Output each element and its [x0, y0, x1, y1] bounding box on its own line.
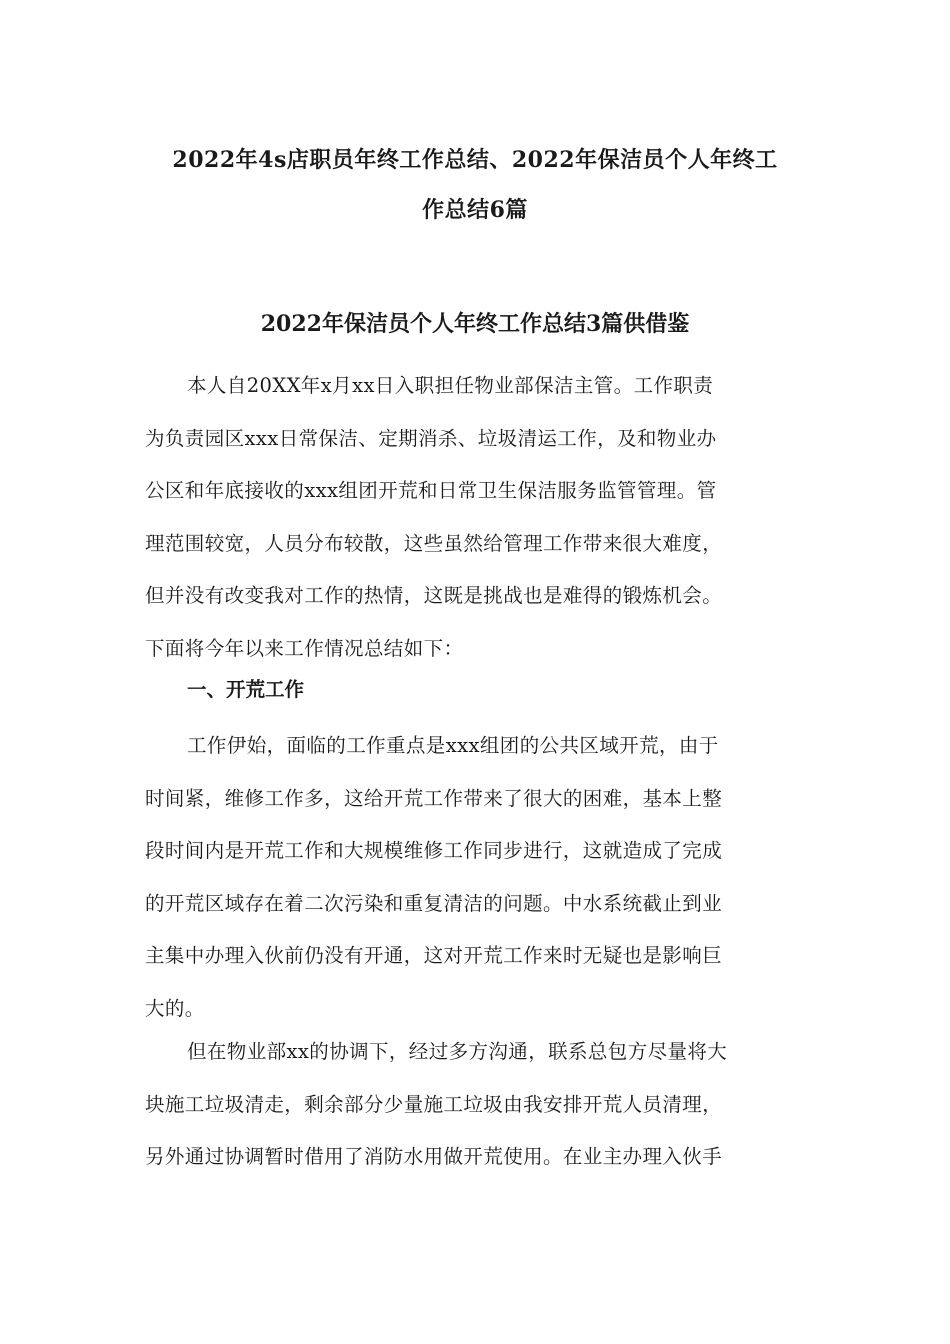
text-line: 另外通过协调暂时借用了消防水用做开荒使用。在业主办理入伙手: [145, 1145, 723, 1168]
document-title: [120, 135, 830, 235]
text-line: 公区和年底接收的xxx组团开荒和日常卫生保洁服务监管管理。管: [145, 479, 717, 502]
text-line: 下面将今年以来工作情况总结如下：: [145, 636, 464, 660]
text-line: 理范围较宽，人员分布较散，这些虽然给管理工作带来很大难度，: [145, 531, 723, 555]
title-line: 2022年4s店职员年终工作总结、2022年保洁员个人年终工: [172, 147, 778, 173]
text-line: 主集中办理入伙前仍没有开通，这对开荒工作来时无疑也是影响巨: [145, 944, 723, 967]
text-line: 块施工垃圾清走，剩余部分少量施工垃圾由我安排开荒人员清理，: [145, 1092, 723, 1116]
paragraph-intro: [145, 360, 805, 675]
text-line: 但并没有改变我对工作的热情，这既是挑战也是难得的锻炼机会。: [145, 584, 723, 607]
section-title: 2022年保洁员个人年终工作总结3篇供借鉴: [260, 311, 690, 337]
title-line: 作总结6篇: [422, 197, 528, 223]
text-line: 但在物业部xx的协调下，经过多方沟通，联系总包方尽量将大: [187, 1040, 728, 1063]
heading-kaihuang: 一、开荒工作: [187, 678, 305, 701]
text-line: 为负责园区xxx日常保洁、定期消杀、垃圾清运工作，及和物业办: [145, 426, 717, 450]
text-line: 时间紧，维修工作多，这给开荒工作带来了很大的困难，基本上整: [145, 786, 723, 810]
paragraph-kaihuang-1: [145, 720, 805, 1035]
text-line: 本人自20XX年x月xx日入职担任物业部保洁主管。工作职责: [187, 374, 714, 397]
text-line: 的开荒区域存在着二次污染和重复清洁的问题。中水系统截止到业: [145, 891, 723, 915]
text-line: 段时间内是开荒工作和大规模维修工作同步进行，这就造成了完成: [145, 839, 723, 862]
text-line: 工作伊始，面临的工作重点是xxx组团的公共区域开荒，由于: [187, 734, 719, 757]
text-line: 大的。: [145, 996, 205, 1020]
paragraph-kaihuang-2: [145, 1026, 805, 1184]
